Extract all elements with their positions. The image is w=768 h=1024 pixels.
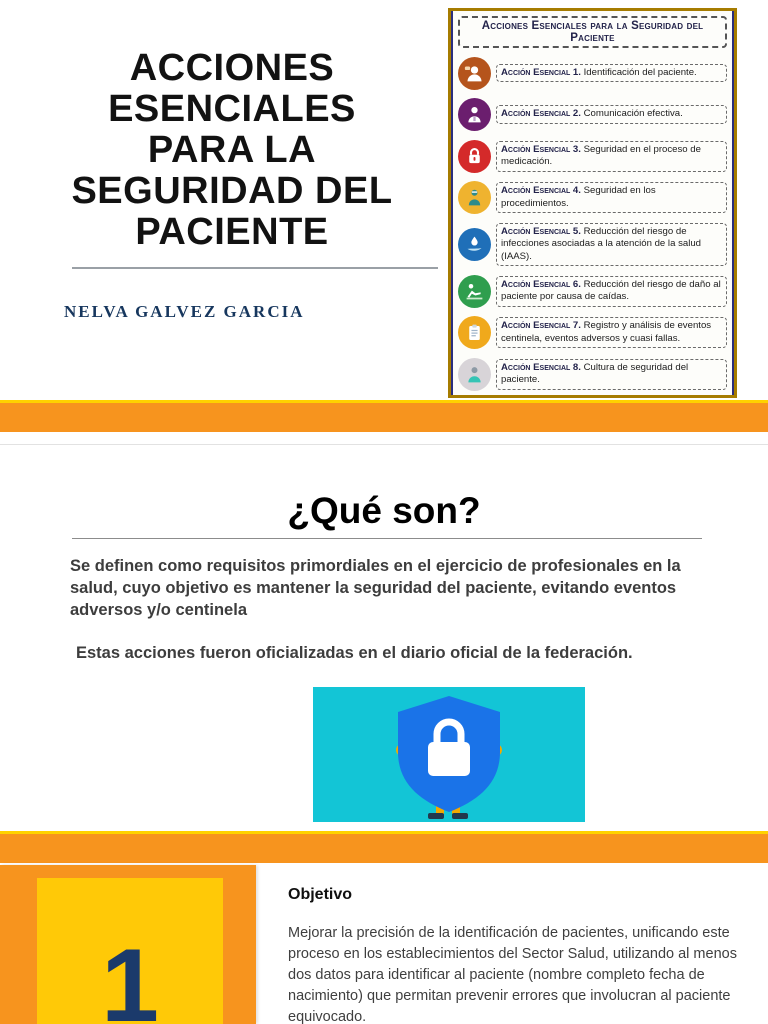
action-item-3: Acción Esencial 3. Seguridad en el proceso de medicación. — [458, 140, 727, 173]
slide-1-footer-band — [0, 400, 768, 432]
shield-lock-illustration — [313, 687, 585, 822]
slide-2-paragraph-1: Se definen como requisitos primordiales en el ejercicio de profesionales en la salud, cuyo objetivo es mantener la seguridad del paciente, evitando eventos adversos y/o centinela — [70, 557, 681, 619]
slide-2-paragraph-2: Estas acciones fueron oficializadas en el diario oficial de la federación. — [76, 644, 633, 662]
medication-lock-icon — [458, 140, 491, 173]
slide-separator-1 — [0, 444, 768, 445]
action-item-8: Acción Esencial 8. Cultura de seguridad del paciente. — [458, 358, 727, 391]
author-name: NELVA GALVEZ GARCIA — [64, 302, 305, 321]
action-number: 1 — [101, 928, 159, 1024]
slide-3-top-band — [0, 831, 768, 863]
action-item-4: Acción Esencial 4. Seguridad en los procedimientos. — [458, 181, 727, 214]
objective-paragraph: Mejorar la precisión de la identificación de pacientes, unificando este proceso en los establecimientos del Sector Salud, utilizando al menos dos datos para identificar al paciente (nombre completo fecha de nacimiento) que permitan prevenir errores que involucran al paciente equivocado. — [288, 925, 737, 1024]
doctor-icon — [458, 98, 491, 131]
hand-hygiene-icon — [458, 228, 491, 261]
infographic-inner — [451, 11, 734, 395]
infographic-header: Acciones Esenciales para la Seguridad del Paciente — [458, 16, 727, 48]
number-box — [37, 878, 223, 1024]
patient-head-icon — [458, 57, 491, 90]
infographic-panel — [448, 8, 737, 398]
action-item-1: Acción Esencial 1. Identificación del paciente. — [458, 57, 727, 90]
surgeon-icon — [458, 181, 491, 214]
slide-2-divider — [72, 538, 702, 539]
action-item-6: Acción Esencial 6. Reducción del riesgo de daño al paciente por causa de caídas. — [458, 275, 727, 308]
patient-fall-icon — [458, 275, 491, 308]
objective-heading: Objetivo — [288, 886, 353, 903]
clipboard-icon — [458, 316, 491, 349]
action-item-7: Acción Esencial 7. Registro y análisis de eventos centinela, eventos adversos y cuasi fallas. — [458, 316, 727, 349]
presentation-title: ACCIONES ESENCIALES PARA LA SEGURIDAD DEL PACIENTE — [71, 47, 393, 254]
title-divider — [72, 267, 438, 269]
action-item-2: Acción Esencial 2. Comunicación efectiva. — [458, 98, 727, 131]
shield-lock-icon — [384, 694, 514, 822]
slide-3-orange-panel — [0, 865, 256, 1024]
action-item-5: Acción Esencial 5. Reducción del riesgo de infecciones asociadas a la atención de la salud (IAAS). — [458, 223, 727, 266]
caregiver-icon — [458, 358, 491, 391]
slide-2-title: ¿Qué son? — [287, 490, 481, 531]
